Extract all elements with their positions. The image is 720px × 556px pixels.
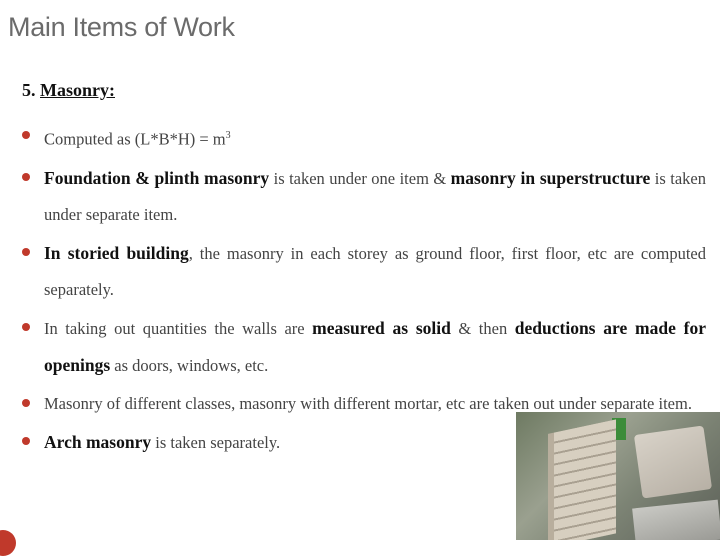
bullet-bold-text: In storied building [44, 242, 189, 263]
bullet-text: Masonry of different classes, masonry with different mortar, etc are taken out under separate item. [44, 393, 692, 413]
bullet-text: , the masonry in each storey as ground floor, first floor, etc are computed separately. [44, 243, 706, 299]
bullet-bold-text: masonry in superstructure [450, 167, 651, 188]
section-heading [22, 80, 115, 101]
bullet-text: & then [450, 318, 515, 338]
bullet-text: In taking out quantities the walls are [44, 318, 313, 338]
bullet-item [22, 235, 706, 308]
bullet-text: is taken separately. [151, 432, 281, 452]
bullet-bold-text: measured as solid [312, 317, 451, 338]
bullet-item [22, 310, 706, 384]
bullet-list [22, 118, 706, 463]
bullet-text: is taken under one item & [269, 168, 451, 188]
masonry-photo [516, 412, 720, 540]
bullet-text: is taken under separate item. [44, 168, 706, 224]
bullet-bold-text: Foundation & plinth masonry [44, 167, 270, 188]
corner-dot [0, 530, 16, 556]
section-heading-text: Masonry: [40, 80, 115, 100]
section-number: 5. [22, 80, 36, 100]
slide-title: Main Items of Work [8, 12, 235, 42]
bullet-item [22, 160, 706, 233]
bullet-text: 3 [225, 130, 231, 141]
bullet-text: as doors, windows, etc. [110, 355, 269, 375]
bullet-bold-text: deductions are made for openings [44, 317, 706, 375]
bullet-bold-text: Arch masonry [44, 431, 152, 452]
bullet-text: Computed as (L*B*H) = m [44, 129, 226, 149]
bullet-item [22, 118, 706, 158]
